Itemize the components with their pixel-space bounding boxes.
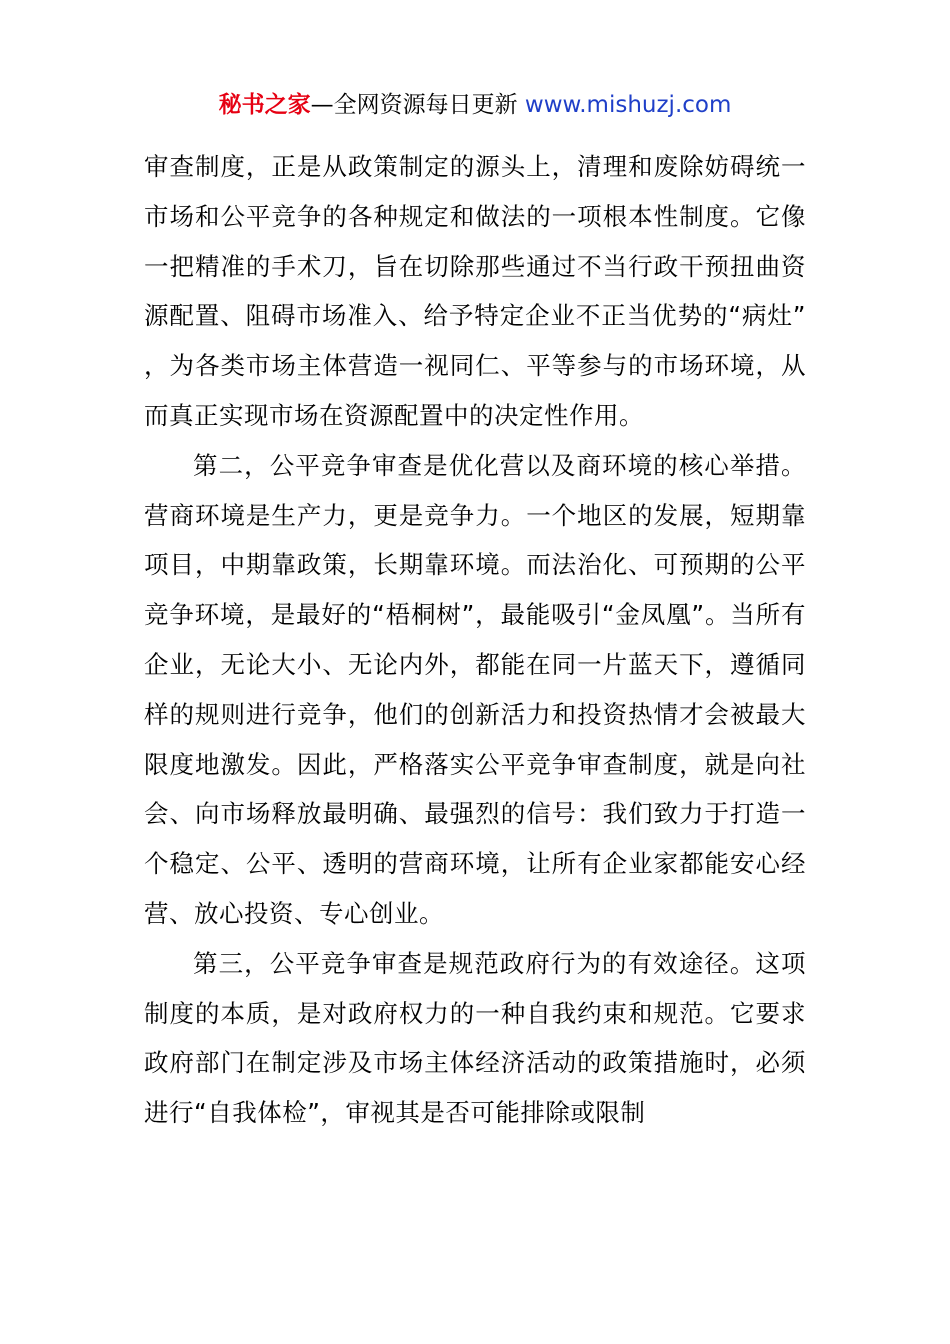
paragraph-third-point: 第三，公平竞争审查是规范政府行为的有效途径。这项制度的本质，是对政府权力的一种自我约束和规范。它要求政府部门在制定涉及市场主体经济活动的政策措施时，必须进行“自我体检”，审视其是否可能排除或限制 <box>144 948 806 1128</box>
page-header <box>0 88 950 122</box>
paragraph-second-point: 第二，公平竞争审查是优化营以及商环境的核心举措。营商环境是生产力，更是竞争力。一个地区的发展，短期靠项目，中期靠政策，长期靠环境。而法治化、可预期的公平竞争环境，是最好的“梧桐树”，最能吸引“金凤凰”。当所有企业，无论大小、无论内外，都能在同一片蓝天下，遵循同样的规则进行竞争，他们的创新活力和投资热情才会被最大限度地激发。因此，严格落实公平竞争审查制度，就是向社会、向市场释放最明确、最强烈的信号：我们致力于打造一个稳定、公平、透明的营商环境，让所有企业家都能安心经营、放心投资、专心创业。 <box>144 450 806 928</box>
document-body <box>144 142 806 1138</box>
site-brand: 秘书之家 <box>218 92 311 118</box>
paragraph-continuation: 审查制度，正是从政策制定的源头上，清理和废除妨碍统一市场和公平竞争的各种规定和做法的一项根本性制度。它像一把精准的手术刀，旨在切除那些通过不当行政干预扭曲资源配置、阻碍市场准入、给予特定企业不正当优势的“病灶”，为各类市场主体营造一视同仁、平等参与的市场环境，从而真正实现市场在资源配置中的决定性作用。 <box>144 152 806 430</box>
site-tagline: —全网资源每日更新 <box>310 92 518 118</box>
site-url[interactable]: www.mishuzj.com <box>524 92 732 118</box>
